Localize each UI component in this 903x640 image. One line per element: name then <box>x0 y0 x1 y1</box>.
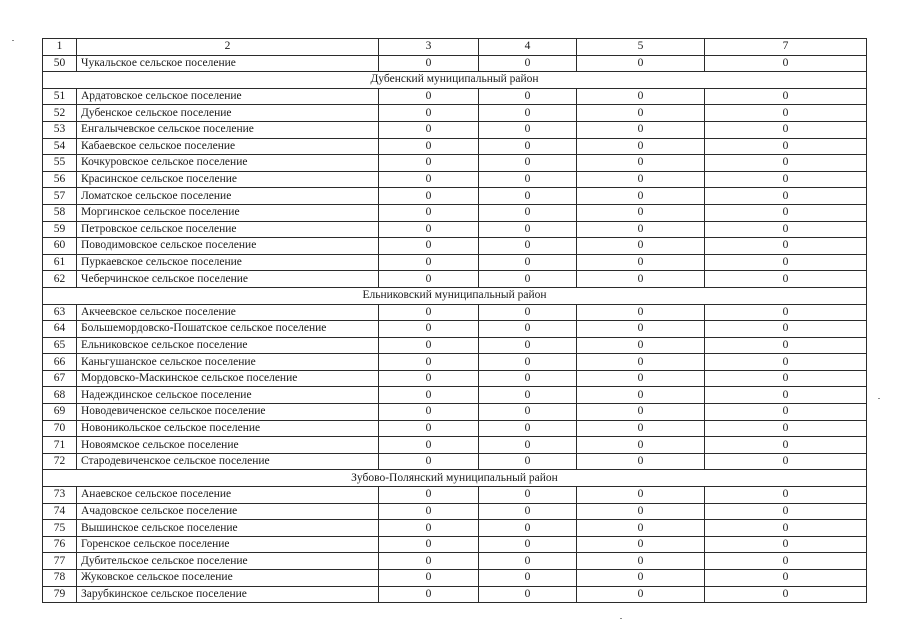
settlement-name: Надеждинское сельское поселение <box>77 387 379 404</box>
value-col-7: 0 <box>705 138 867 155</box>
value-col-5: 0 <box>577 536 705 553</box>
value-col-4: 0 <box>479 387 577 404</box>
settlement-name: Вышинское сельское поселение <box>77 520 379 537</box>
value-col-4: 0 <box>479 55 577 72</box>
table-row <box>43 354 867 371</box>
table-row <box>43 204 867 221</box>
row-number: 65 <box>43 337 77 354</box>
value-col-3: 0 <box>379 520 479 537</box>
table-row <box>43 586 867 603</box>
value-col-5: 0 <box>577 105 705 122</box>
scan-speck <box>878 398 880 399</box>
value-col-7: 0 <box>705 121 867 138</box>
table-row <box>43 138 867 155</box>
value-col-7: 0 <box>705 221 867 238</box>
value-col-3: 0 <box>379 171 479 188</box>
value-col-3: 0 <box>379 204 479 221</box>
value-col-7: 0 <box>705 453 867 470</box>
value-col-3: 0 <box>379 437 479 454</box>
table-row <box>43 155 867 172</box>
row-number: 52 <box>43 105 77 122</box>
value-col-3: 0 <box>379 337 479 354</box>
row-number: 56 <box>43 171 77 188</box>
table-row <box>43 520 867 537</box>
value-col-7: 0 <box>705 204 867 221</box>
column-header-3: 3 <box>379 39 479 56</box>
value-col-4: 0 <box>479 321 577 338</box>
row-number: 69 <box>43 404 77 421</box>
table-row <box>43 321 867 338</box>
value-col-3: 0 <box>379 321 479 338</box>
row-number: 75 <box>43 520 77 537</box>
value-col-4: 0 <box>479 155 577 172</box>
table-row <box>43 221 867 238</box>
value-col-5: 0 <box>577 238 705 255</box>
row-number: 64 <box>43 321 77 338</box>
value-col-3: 0 <box>379 387 479 404</box>
value-col-4: 0 <box>479 520 577 537</box>
value-col-5: 0 <box>577 304 705 321</box>
settlement-name: Жуковское сельское поселение <box>77 570 379 587</box>
value-col-4: 0 <box>479 121 577 138</box>
value-col-7: 0 <box>705 105 867 122</box>
value-col-4: 0 <box>479 437 577 454</box>
value-col-3: 0 <box>379 453 479 470</box>
table-row <box>43 171 867 188</box>
district-header-row <box>43 470 867 487</box>
value-col-5: 0 <box>577 204 705 221</box>
value-col-3: 0 <box>379 188 479 205</box>
table-row <box>43 88 867 105</box>
value-col-5: 0 <box>577 271 705 288</box>
value-col-5: 0 <box>577 453 705 470</box>
value-col-4: 0 <box>479 221 577 238</box>
table-row <box>43 254 867 271</box>
row-number: 76 <box>43 536 77 553</box>
value-col-5: 0 <box>577 138 705 155</box>
value-col-4: 0 <box>479 420 577 437</box>
settlement-name: Ачадовское сельское поселение <box>77 503 379 520</box>
row-number: 78 <box>43 570 77 587</box>
value-col-5: 0 <box>577 437 705 454</box>
value-col-3: 0 <box>379 503 479 520</box>
value-col-4: 0 <box>479 570 577 587</box>
value-col-4: 0 <box>479 105 577 122</box>
value-col-7: 0 <box>705 304 867 321</box>
row-number: 73 <box>43 487 77 504</box>
table-row <box>43 271 867 288</box>
settlement-name: Анаевское сельское поселение <box>77 487 379 504</box>
value-col-4: 0 <box>479 404 577 421</box>
value-col-3: 0 <box>379 553 479 570</box>
column-header-7: 7 <box>705 39 867 56</box>
table-row <box>43 453 867 470</box>
value-col-5: 0 <box>577 188 705 205</box>
settlement-name: Енгалычевское сельское поселение <box>77 121 379 138</box>
settlement-name: Ардатовское сельское поселение <box>77 88 379 105</box>
value-col-4: 0 <box>479 304 577 321</box>
table-row <box>43 420 867 437</box>
table-row <box>43 570 867 587</box>
district-header-row <box>43 287 867 304</box>
value-col-7: 0 <box>705 503 867 520</box>
value-col-3: 0 <box>379 420 479 437</box>
settlement-name: Каньгушанское сельское поселение <box>77 354 379 371</box>
value-col-5: 0 <box>577 586 705 603</box>
value-col-7: 0 <box>705 404 867 421</box>
table-row <box>43 238 867 255</box>
settlement-name: Ломатское сельское поселение <box>77 188 379 205</box>
settlement-name: Петровское сельское поселение <box>77 221 379 238</box>
value-col-5: 0 <box>577 55 705 72</box>
value-col-3: 0 <box>379 238 479 255</box>
row-number: 54 <box>43 138 77 155</box>
row-number: 53 <box>43 121 77 138</box>
value-col-7: 0 <box>705 171 867 188</box>
settlement-name: Акчеевское сельское поселение <box>77 304 379 321</box>
settlement-name: Кабаевское сельское поселение <box>77 138 379 155</box>
table-row <box>43 55 867 72</box>
table-row <box>43 188 867 205</box>
value-col-3: 0 <box>379 88 479 105</box>
value-col-5: 0 <box>577 503 705 520</box>
value-col-5: 0 <box>577 387 705 404</box>
settlement-name: Красинское сельское поселение <box>77 171 379 188</box>
row-number: 68 <box>43 387 77 404</box>
value-col-3: 0 <box>379 304 479 321</box>
value-col-3: 0 <box>379 221 479 238</box>
column-header-1: 1 <box>43 39 77 56</box>
value-col-5: 0 <box>577 420 705 437</box>
settlement-name: Дубительское сельское поселение <box>77 553 379 570</box>
value-col-7: 0 <box>705 188 867 205</box>
settlement-name: Моргинское сельское поселение <box>77 204 379 221</box>
value-col-7: 0 <box>705 387 867 404</box>
value-col-4: 0 <box>479 138 577 155</box>
table-row <box>43 437 867 454</box>
value-col-5: 0 <box>577 354 705 371</box>
value-col-7: 0 <box>705 155 867 172</box>
row-number: 51 <box>43 88 77 105</box>
value-col-7: 0 <box>705 570 867 587</box>
value-col-3: 0 <box>379 370 479 387</box>
value-col-3: 0 <box>379 487 479 504</box>
scan-speck <box>12 40 14 41</box>
table-row <box>43 404 867 421</box>
settlement-name: Стародевиченское сельское поселение <box>77 453 379 470</box>
table-body <box>43 39 867 603</box>
row-number: 67 <box>43 370 77 387</box>
header-row <box>43 39 867 56</box>
value-col-7: 0 <box>705 354 867 371</box>
value-col-3: 0 <box>379 55 479 72</box>
value-col-5: 0 <box>577 337 705 354</box>
value-col-5: 0 <box>577 171 705 188</box>
value-col-7: 0 <box>705 437 867 454</box>
settlement-name: Новоямское сельское поселение <box>77 437 379 454</box>
value-col-3: 0 <box>379 570 479 587</box>
row-number: 50 <box>43 55 77 72</box>
value-col-3: 0 <box>379 354 479 371</box>
value-col-4: 0 <box>479 354 577 371</box>
row-number: 55 <box>43 155 77 172</box>
table-row <box>43 304 867 321</box>
settlement-name: Горенское сельское поселение <box>77 536 379 553</box>
row-number: 70 <box>43 420 77 437</box>
table-row <box>43 553 867 570</box>
settlement-name: Большемордовско-Пошатское сельское поселение <box>77 321 379 338</box>
value-col-5: 0 <box>577 520 705 537</box>
table-row <box>43 121 867 138</box>
table-row <box>43 387 867 404</box>
value-col-5: 0 <box>577 370 705 387</box>
value-col-4: 0 <box>479 271 577 288</box>
value-col-7: 0 <box>705 536 867 553</box>
row-number: 79 <box>43 586 77 603</box>
value-col-3: 0 <box>379 121 479 138</box>
row-number: 59 <box>43 221 77 238</box>
value-col-3: 0 <box>379 254 479 271</box>
value-col-3: 0 <box>379 404 479 421</box>
value-col-4: 0 <box>479 171 577 188</box>
scan-speck <box>620 618 622 619</box>
settlement-name: Новоникольское сельское поселение <box>77 420 379 437</box>
value-col-3: 0 <box>379 138 479 155</box>
value-col-7: 0 <box>705 586 867 603</box>
value-col-3: 0 <box>379 105 479 122</box>
settlement-name: Дубенское сельское поселение <box>77 105 379 122</box>
value-col-5: 0 <box>577 404 705 421</box>
settlement-name: Зарубкинское сельское поселение <box>77 586 379 603</box>
row-number: 57 <box>43 188 77 205</box>
row-number: 72 <box>43 453 77 470</box>
settlement-name: Мордовско-Маскинское сельское поселение <box>77 370 379 387</box>
table-row <box>43 536 867 553</box>
settlement-name: Чукальское сельское поселение <box>77 55 379 72</box>
value-col-7: 0 <box>705 370 867 387</box>
value-col-3: 0 <box>379 155 479 172</box>
value-col-5: 0 <box>577 570 705 587</box>
value-col-4: 0 <box>479 553 577 570</box>
row-number: 71 <box>43 437 77 454</box>
district-title: Зубово-Полянский муниципальный район <box>43 470 867 487</box>
value-col-7: 0 <box>705 520 867 537</box>
district-title: Дубенский муниципальный район <box>43 72 867 89</box>
row-number: 62 <box>43 271 77 288</box>
table-row <box>43 503 867 520</box>
value-col-7: 0 <box>705 271 867 288</box>
value-col-5: 0 <box>577 221 705 238</box>
value-col-5: 0 <box>577 121 705 138</box>
row-number: 74 <box>43 503 77 520</box>
table-row <box>43 487 867 504</box>
settlements-table <box>42 38 867 603</box>
value-col-5: 0 <box>577 155 705 172</box>
settlement-name: Новодевиченское сельское поселение <box>77 404 379 421</box>
value-col-4: 0 <box>479 188 577 205</box>
value-col-7: 0 <box>705 553 867 570</box>
table-row <box>43 337 867 354</box>
value-col-4: 0 <box>479 254 577 271</box>
value-col-7: 0 <box>705 321 867 338</box>
value-col-7: 0 <box>705 238 867 255</box>
value-col-3: 0 <box>379 271 479 288</box>
value-col-7: 0 <box>705 337 867 354</box>
settlement-name: Ельниковское сельское поселение <box>77 337 379 354</box>
value-col-4: 0 <box>479 88 577 105</box>
table-row <box>43 370 867 387</box>
value-col-7: 0 <box>705 88 867 105</box>
table-row <box>43 105 867 122</box>
value-col-4: 0 <box>479 204 577 221</box>
column-header-5: 5 <box>577 39 705 56</box>
value-col-5: 0 <box>577 254 705 271</box>
row-number: 77 <box>43 553 77 570</box>
value-col-4: 0 <box>479 238 577 255</box>
column-header-2: 2 <box>77 39 379 56</box>
value-col-4: 0 <box>479 337 577 354</box>
value-col-7: 0 <box>705 55 867 72</box>
settlement-name: Пуркаевское сельское поселение <box>77 254 379 271</box>
value-col-5: 0 <box>577 553 705 570</box>
value-col-4: 0 <box>479 503 577 520</box>
row-number: 61 <box>43 254 77 271</box>
document-page <box>42 38 866 603</box>
row-number: 58 <box>43 204 77 221</box>
value-col-3: 0 <box>379 536 479 553</box>
district-title: Ельниковский муниципальный район <box>43 287 867 304</box>
value-col-4: 0 <box>479 487 577 504</box>
value-col-3: 0 <box>379 586 479 603</box>
value-col-7: 0 <box>705 254 867 271</box>
value-col-7: 0 <box>705 487 867 504</box>
value-col-5: 0 <box>577 487 705 504</box>
row-number: 66 <box>43 354 77 371</box>
value-col-4: 0 <box>479 536 577 553</box>
value-col-5: 0 <box>577 88 705 105</box>
row-number: 63 <box>43 304 77 321</box>
settlement-name: Поводимовское сельское поселение <box>77 238 379 255</box>
settlement-name: Чеберчинское сельское поселение <box>77 271 379 288</box>
row-number: 60 <box>43 238 77 255</box>
value-col-7: 0 <box>705 420 867 437</box>
value-col-4: 0 <box>479 453 577 470</box>
value-col-4: 0 <box>479 370 577 387</box>
value-col-4: 0 <box>479 586 577 603</box>
value-col-5: 0 <box>577 321 705 338</box>
settlement-name: Кочкуровское сельское поселение <box>77 155 379 172</box>
district-header-row <box>43 72 867 89</box>
column-header-4: 4 <box>479 39 577 56</box>
